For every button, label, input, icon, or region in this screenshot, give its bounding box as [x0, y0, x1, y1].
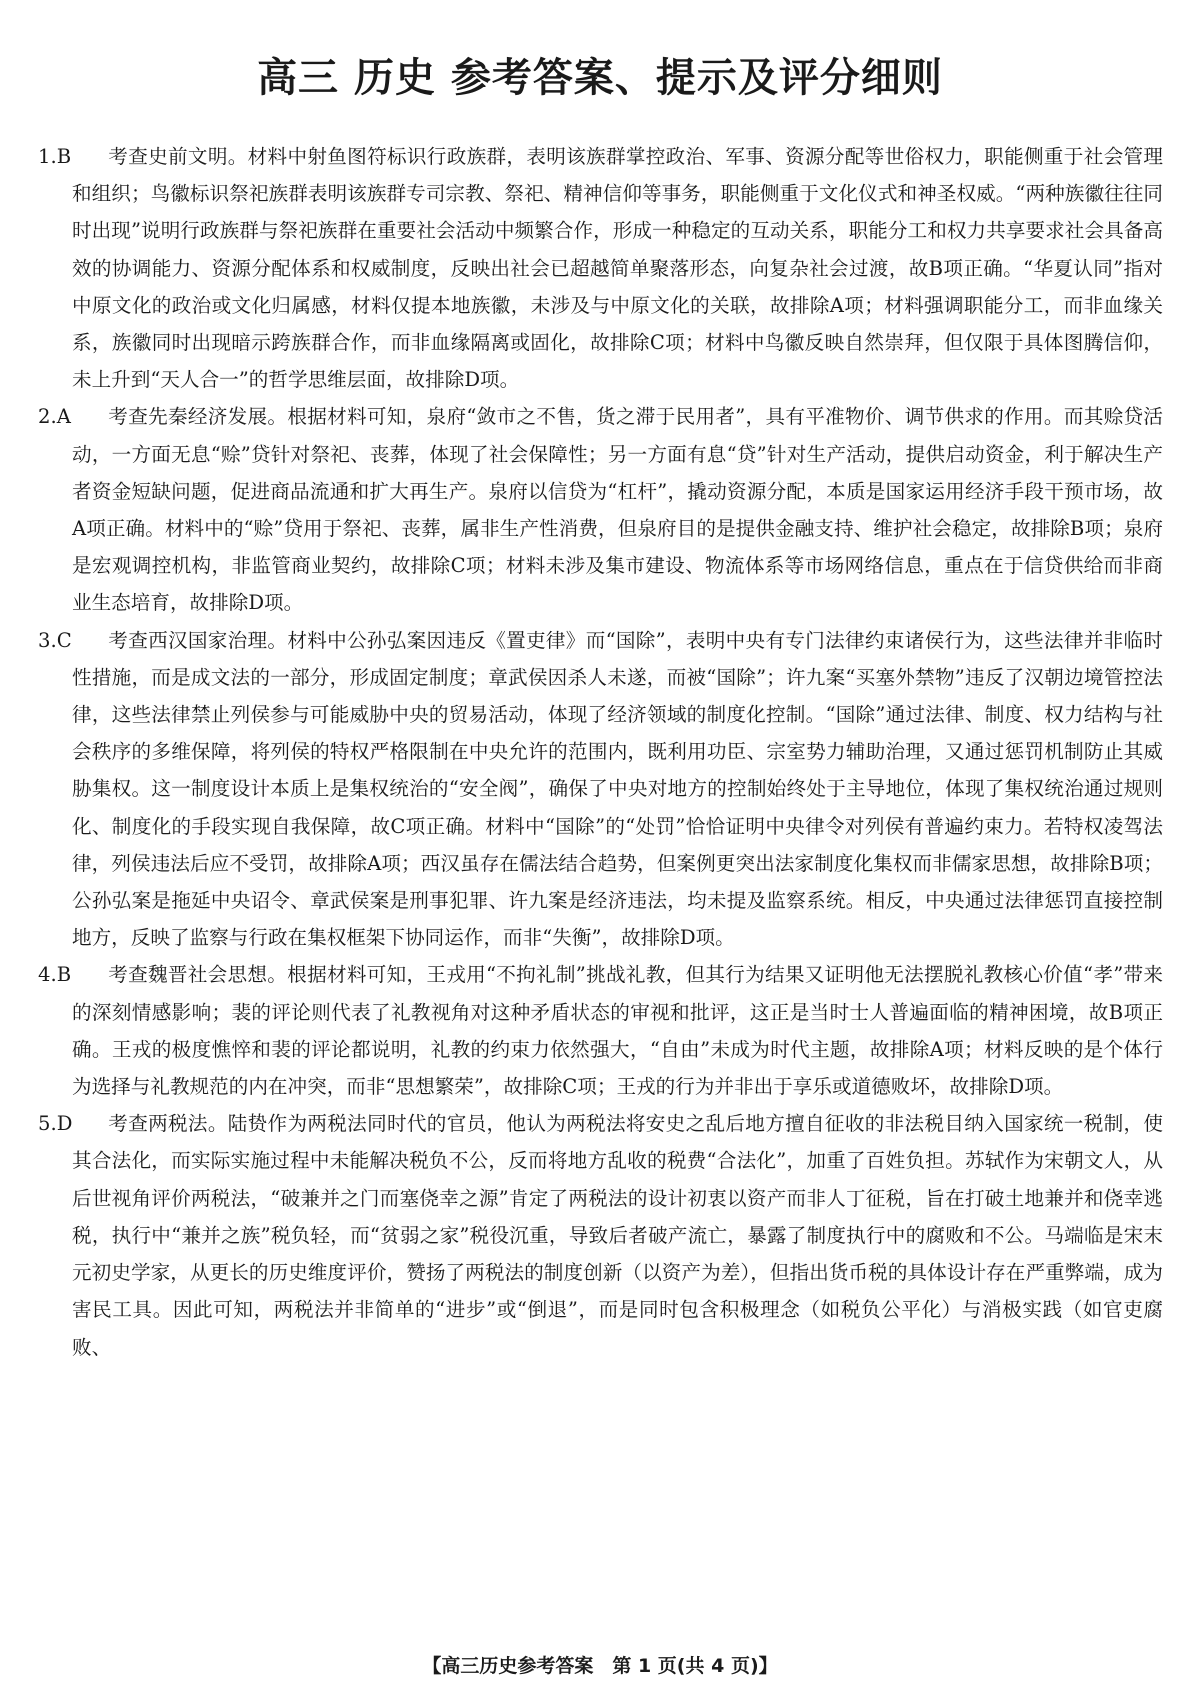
page-title: 高三 历史 参考答案、提示及评分细则 [257, 55, 943, 101]
answer-number: 5.D [38, 1112, 73, 1136]
answer-number: 2.A [38, 405, 71, 429]
answer-item-1 [38, 138, 1163, 398]
answer-number: 1.B [38, 145, 72, 168]
answer-number: 4.B [38, 963, 72, 987]
answer-list [38, 138, 1163, 1366]
answer-explanation: 考查魏晋社会思想。根据材料可知，王戎用“不拘礼制”挑战礼教，但其行为结果又证明他无法摆脱礼教核心价值“孝”带来的深刻情感影响；裴的评论则代表了礼教视角对这种矛盾状态的审视和批评，这正是当时士人普遍面临的精神困境，故B项正确。王戎的极度憔悴和裴的评论都说明，礼教的约束力依然强大，“自由”未成为时代主题，故排除A项；材料反映的是个体行为选择与礼教规范的内在冲突，而非“思想繁荣”，故排除C项；王戎的行为并非出于享乐或道德败坏，故排除D项。 [72, 963, 1163, 1099]
answer-item-2 [38, 398, 1163, 621]
answer-item-5 [38, 1105, 1163, 1365]
answer-item-4 [38, 956, 1163, 1105]
page-footer: 【高三历史参考答案 第 1 页(共 4 页)】 [422, 1655, 778, 1677]
answer-number: 3.C [38, 628, 72, 652]
answer-explanation: 考查先秦经济发展。根据材料可知，泉府“敛市之不售，货之滞于民用者”，具有平准物价、调节供求的作用。而其赊贷活动，一方面无息“赊”贷针对祭祀、丧葬，体现了社会保障性；另一方面有息“贷”针对生产活动，提供启动资金，利于解决生产者资金短缺问题，促进商品流通和扩大再生产。泉府以信贷为“杠杆”，撬动资源分配，本质是国家运用经济手段干预市场，故A项正确。材料中的“赊”贷用于祭祀、丧葬，属非生产性消费，但泉府目的是提供金融支持、维护社会稳定，故排除B项；泉府是宏观调控机构，非监管商业契约，故排除C项；材料未涉及集市建设、物流体系等市场网络信息，重点在于信贷供给而非商业生态培育，故排除D项。 [72, 405, 1163, 615]
answer-explanation: 考查史前文明。材料中射鱼图符标识行政族群，表明该族群掌控政治、军事、资源分配等世俗权力，职能侧重于社会管理和组织；鸟徽标识祭祀族群表明该族群专司宗教、祭祀、精神信仰等事务，职能侧重于文化仪式和神圣权威。“两种族徽往往同时出现”说明行政族群与祭祀族群在重要社会活动中频繁合作，形成一种稳定的互动关系，职能分工和权力共享要求社会具备高效的协调能力、资源分配体系和权威制度，反映出社会已超越简单聚落形态，向复杂社会过渡，故B项正确。“华夏认同”指对中原文化的政治或文化归属感，材料仅提本地族徽，未涉及与中原文化的关联，故排除A项；材料强调职能分工，而非血缘关系，族徽同时出现暗示跨族群合作，而非血缘隔离或固化，故排除C项；材料中鸟徽反映自然崇拜，但仅限于具体图腾信仰，未上升到“天人合一”的哲学思维层面，故排除D项。 [72, 145, 1163, 392]
answer-explanation: 考查西汉国家治理。材料中公孙弘案因违反《置吏律》而“国除”，表明中央有专门法律约束诸侯行为，这些法律并非临时性措施，而是成文法的一部分，形成固定制度；章武侯因杀人未遂，而被“国除”；许九案“买塞外禁物”违反了汉朝边境管控法律，这些法律禁止列侯参与可能威胁中央的贸易活动，体现了经济领域的制度化控制。“国除”通过法律、制度、权力结构与社会秩序的多维保障，将列侯的特权严格限制在中央允许的范围内，既利用功臣、宗室势力辅助治理，又通过惩罚机制防止其威胁集权。这一制度设计本质上是集权统治的“安全阀”，确保了中央对地方的控制始终处于主导地位，体现了集权统治通过规则化、制度化的手段实现自我保障，故C项正确。材料中“国除”的“处罚”恰恰证明中央律令对列侯有普遍约束力。若特权凌驾法律，列侯违法后应不受罚，故排除A项；西汉虽存在儒法结合趋势，但案例更突出法家制度化集权而非儒家思想，故排除B项；公孙弘案是拖延中央诏令、章武侯案是刑事犯罪、许九案是经济违法，均未提及监察系统。相反，中央通过法律惩罚直接控制地方，反映了监察与行政在集权框架下协同运作，而非“失衡”，故排除D项。 [72, 628, 1163, 950]
answer-explanation: 考查两税法。陆贽作为两税法同时代的官员，他认为两税法将安史之乱后地方擅自征收的非法税目纳入国家统一税制，使其合法化，而实际实施过程中未能解决税负不公，反而将地方乱收的税费“合法化”，加重了百姓负担。苏轼作为宋朝文人，从后世视角评价两税法，“破兼并之门而塞侥幸之源”肯定了两税法的设计初衷以资产而非人丁征税，旨在打破土地兼并和侥幸逃税，执行中“兼并之族”税负轻，而“贫弱之家”税役沉重，导致后者破产流亡，暴露了制度执行中的腐败和不公。马端临是宋末元初史学家，从更长的历史维度评价，赞扬了两税法的制度创新（以资产为差），但指出货币税的具体设计存在严重弊端，成为害民工具。因此可知，两税法并非简单的“进步”或“倒退”，而是同时包含积极理念（如税负公平化）与消极实践（如官吏腐败、 [72, 1112, 1163, 1359]
answer-item-3 [38, 622, 1163, 957]
